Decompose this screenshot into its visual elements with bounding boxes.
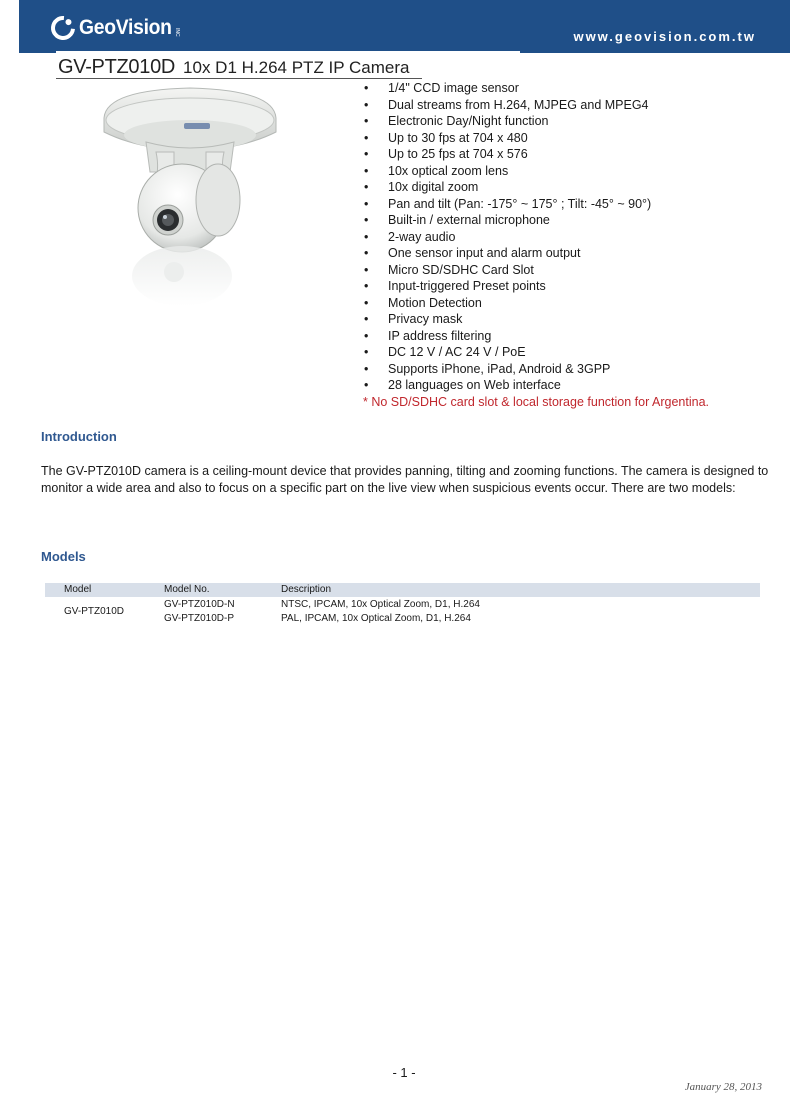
introduction-heading: Introduction	[41, 429, 117, 444]
models-heading: Models	[41, 549, 86, 564]
introduction-text: The GV-PTZ010D camera is a ceiling-mount device that provides panning, tilting and zooming functions. The camera is designed to monitor a wide area and also to focus on a specific part on the live view when suspicious events occur. There are two models:	[41, 464, 769, 495]
title-rule	[56, 51, 520, 53]
table-cell-model: GV-PTZ010D	[64, 606, 125, 617]
feature-item: • Micro SD/SDHC Card Slot	[363, 262, 651, 279]
table-cell-model-no: GV-PTZ010D-P	[164, 613, 235, 624]
feature-item: • Input-triggered Preset points	[363, 278, 651, 295]
feature-item: • 10x optical zoom lens	[363, 163, 651, 180]
feature-item: • Dual streams from H.264, MJPEG and MPEG4	[363, 97, 651, 114]
column-header-model-no: Model No.	[164, 584, 210, 595]
column-header-model: Model	[64, 584, 92, 595]
page-number: - 1 -	[392, 1065, 416, 1080]
title-underline	[56, 78, 422, 79]
title-model: GV-PTZ010D	[58, 56, 176, 78]
feature-item: • 10x digital zoom	[363, 179, 651, 196]
feature-item: • 1/4" CCD image sensor	[363, 80, 651, 97]
feature-item: • One sensor input and alarm output	[363, 245, 651, 262]
geovision-logo[interactable]	[51, 11, 180, 45]
title-subtitle: 10x D1 H.264 PTZ IP Camera	[183, 58, 410, 77]
feature-item: • Privacy mask	[363, 311, 651, 328]
feature-item: • Up to 25 fps at 704 x 576	[363, 146, 651, 163]
feature-item: • Electronic Day/Night function	[363, 113, 651, 130]
geovision-logo-icon	[46, 11, 80, 45]
feature-item: • Up to 30 fps at 704 x 480	[363, 130, 651, 147]
document-date: January 28, 2013	[684, 1081, 762, 1093]
feature-item: • Supports iPhone, iPad, Android & 3GPP	[363, 361, 651, 378]
feature-list	[363, 80, 651, 394]
table-cell-description: NTSC, IPCAM, 10x Optical Zoom, D1, H.264	[281, 599, 480, 610]
feature-item: • Motion Detection	[363, 295, 651, 312]
table-cell-model-no: GV-PTZ010D-N	[164, 599, 235, 610]
column-header-description: Description	[281, 584, 332, 595]
camera-image	[90, 80, 290, 314]
header-banner	[19, 0, 790, 53]
feature-item: • DC 12 V / AC 24 V / PoE	[363, 344, 651, 361]
argentina-note: * No SD/SDHC card slot & local storage function for Argentina.	[363, 395, 709, 409]
models-table-header	[45, 583, 760, 597]
feature-item: • IP address filtering	[363, 328, 651, 345]
page-title	[58, 56, 410, 79]
logo-text: GeoVision	[79, 16, 172, 39]
feature-item: • 28 languages on Web interface	[363, 377, 651, 394]
table-cell-description: PAL, IPCAM, 10x Optical Zoom, D1, H.264	[281, 613, 471, 624]
feature-item: • 2-way audio	[363, 229, 651, 246]
feature-item: • Built-in / external microphone	[363, 212, 651, 229]
logo-suffix: INC	[173, 27, 180, 37]
feature-item: • Pan and tilt (Pan: -175° ~ 175° ; Tilt: -45° ~ 90°)	[363, 196, 651, 213]
website-link[interactable]: www.geovision.com.tw	[573, 29, 756, 44]
